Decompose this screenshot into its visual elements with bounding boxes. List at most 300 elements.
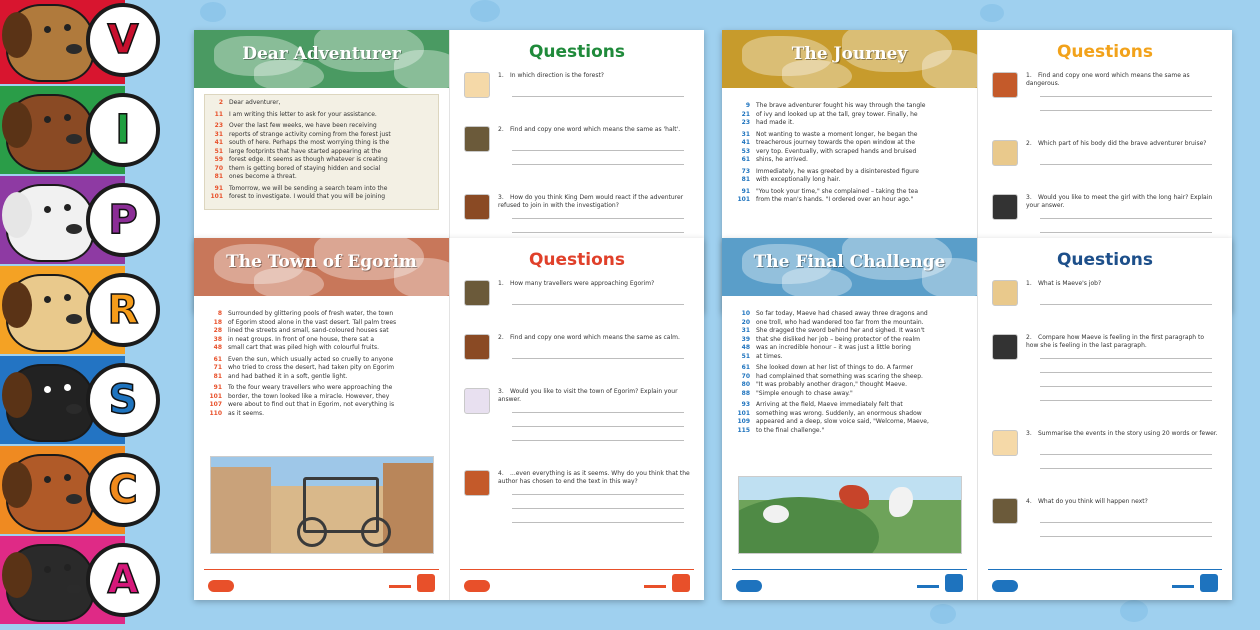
answer-line[interactable] — [512, 494, 684, 495]
answer-line[interactable] — [1040, 304, 1212, 305]
word-count-number: 31 — [214, 130, 223, 138]
paw-print-decoration — [200, 2, 226, 22]
question-prompt: Find and copy one word which means the same as dangerous. — [1026, 72, 1190, 87]
word-count-number: 93 — [741, 401, 750, 408]
story-line — [732, 102, 967, 111]
answer-line[interactable] — [1040, 454, 1212, 455]
word-count-number: 10 — [741, 310, 750, 317]
question-number: 2. — [498, 126, 504, 133]
story-line-text: forest edge. It seems as though whatever is creating — [229, 156, 388, 163]
question-number: 2. — [1026, 334, 1032, 341]
story-line-text: Immediately, he was greeted by a disinterested figure — [756, 167, 919, 175]
map-texture — [254, 268, 324, 296]
dog-nose — [66, 44, 82, 54]
word-count-number: 48 — [741, 344, 750, 351]
story-line-text: She looked down at her list of things to do. A farmer — [756, 364, 913, 371]
vipers-dog-icon — [464, 388, 490, 414]
word-count-number: 41 — [214, 139, 223, 146]
story-line-text: border, the town looked like a miracle. However, they — [228, 392, 390, 400]
story-line-text: to the final challenge." — [756, 426, 825, 434]
question-prompt: ...even everything is as it seems. Why do you think that the author has chosen to end the text in this way? — [498, 470, 690, 485]
answer-line[interactable] — [1040, 468, 1212, 469]
answer-line[interactable] — [1040, 96, 1212, 97]
answer-line[interactable] — [512, 426, 684, 427]
answer-line[interactable] — [512, 358, 684, 359]
story-paragraph — [732, 401, 967, 435]
vipers-dog-icon — [992, 140, 1018, 166]
story-line-text: "You took your time," she complained – taking the tea — [756, 187, 919, 195]
story-line-text: south of here. Perhaps the most worrying thing is the — [229, 139, 390, 146]
story-paragraph — [205, 99, 438, 108]
story-line — [732, 111, 967, 120]
answer-line[interactable] — [1040, 164, 1212, 165]
story-line — [732, 353, 967, 362]
story-line — [732, 319, 967, 328]
answer-line[interactable] — [512, 412, 684, 413]
story-line — [732, 119, 967, 128]
word-count-number: 39 — [741, 335, 750, 343]
vipers-letter-badge: I — [86, 93, 160, 167]
vipers-dog-icon — [464, 126, 490, 152]
question-number: 1. — [1026, 280, 1032, 287]
story-line — [732, 131, 967, 140]
story-line-text: as it seems. — [228, 409, 265, 417]
answer-line[interactable] — [512, 522, 684, 523]
question-number: 2. — [498, 334, 504, 341]
story-line-text: in neat groups. In front of one house, there sat a — [228, 335, 375, 343]
question-text — [1026, 430, 1218, 438]
story-paragraph — [732, 188, 967, 205]
story-illustration — [210, 456, 434, 554]
vipers-dog-icon — [464, 194, 490, 220]
story-line — [205, 122, 438, 131]
story-line — [204, 373, 439, 382]
answer-line[interactable] — [1040, 536, 1212, 537]
story-line — [205, 173, 438, 182]
story-text — [204, 310, 439, 421]
story-line — [732, 390, 967, 399]
word-count-number: 91 — [741, 187, 750, 195]
word-count-number: 110 — [209, 409, 222, 417]
vipers-letter-badge: P — [86, 183, 160, 257]
story-line — [205, 99, 438, 108]
story-line — [205, 139, 438, 148]
word-count-number: 31 — [741, 130, 750, 138]
dog-eye — [64, 114, 71, 121]
questions-heading: Questions — [1056, 250, 1154, 270]
story-line — [732, 188, 967, 197]
word-count-number: 23 — [214, 122, 223, 129]
word-count-number: 53 — [741, 147, 750, 155]
story-line-text: something was wrong. Suddenly, an enormous shadow — [756, 409, 922, 417]
vipers-dog-icon — [992, 334, 1018, 360]
story-line — [732, 196, 967, 205]
answer-line[interactable] — [512, 304, 684, 305]
word-count-number: 88 — [741, 389, 750, 397]
word-count-number: 61 — [741, 156, 750, 163]
word-count-number: 28 — [213, 327, 222, 334]
story-paragraph — [205, 111, 438, 120]
question-text — [1026, 194, 1218, 210]
answer-line[interactable] — [512, 440, 684, 441]
word-count-number: 8 — [217, 310, 222, 317]
dog-eye — [44, 296, 51, 303]
paw-print-decoration — [980, 4, 1004, 22]
story-line-text: small cart that was piled high with colourful fruits. — [228, 344, 379, 351]
question-text — [1026, 280, 1218, 288]
word-count-number: 51 — [214, 147, 223, 155]
story-paragraph — [732, 310, 967, 361]
answer-line[interactable] — [1040, 358, 1212, 359]
answer-line[interactable] — [512, 218, 684, 219]
story-line-text: at times. — [756, 352, 783, 360]
vipers-letter-badge: V — [86, 3, 160, 77]
story-line — [732, 156, 967, 165]
story-paragraph — [204, 310, 439, 353]
dog-ear — [2, 12, 32, 58]
question-text — [1026, 334, 1218, 350]
dog-ear — [2, 192, 32, 238]
brand-badge-icon — [417, 574, 435, 592]
title-banner — [722, 30, 977, 88]
question-prompt: Would you like to visit the town of Egorim? Explain your answer. — [498, 388, 678, 403]
story-line-text: very top. Eventually, with scraped hands and bruised — [756, 147, 917, 155]
story-line — [732, 148, 967, 157]
worksheet-page[interactable] — [722, 238, 1232, 600]
building-shape — [211, 467, 271, 553]
question-text — [1026, 72, 1218, 88]
story-paragraph — [732, 131, 967, 165]
story-line — [732, 381, 967, 390]
footer-mark — [389, 585, 411, 588]
answer-line[interactable] — [512, 96, 684, 97]
story-line — [732, 418, 967, 427]
story-text — [732, 310, 967, 438]
answer-line[interactable] — [512, 232, 684, 233]
dog-ear — [2, 372, 32, 418]
page-footer — [978, 574, 1232, 592]
footer-rule — [732, 569, 967, 570]
story-line-text: appeared and a deep, slow voice said, "Welcome, Maeve, — [756, 418, 929, 425]
dog-nose — [66, 134, 82, 144]
story-line — [204, 310, 439, 319]
question-text — [498, 470, 690, 486]
story-line — [732, 139, 967, 148]
wheel-shape — [297, 517, 327, 547]
questions-heading: Questions — [528, 250, 626, 270]
sheet-title: The Town of Egorim — [226, 252, 417, 272]
dog-nose — [66, 224, 82, 234]
story-paragraph — [204, 356, 439, 382]
question-text — [498, 280, 690, 288]
question-number: 4. — [1026, 498, 1032, 505]
word-count-number: 61 — [213, 355, 222, 363]
word-count-number: 70 — [214, 164, 223, 172]
story-line-text: lined the streets and small, sand-coloured houses sat — [228, 327, 389, 334]
brand-badge-icon — [945, 574, 963, 592]
questions-panel — [977, 238, 1232, 600]
answer-line[interactable] — [512, 164, 684, 165]
story-line-text: of Egorim stood alone in the vast desert. Tall palm trees — [228, 318, 397, 326]
dog-nose — [66, 584, 82, 594]
dog-eye — [44, 566, 51, 573]
footer-mark — [917, 585, 939, 588]
brand-logo-icon — [736, 580, 762, 592]
story-paragraph — [205, 185, 438, 202]
wheel-shape — [361, 517, 391, 547]
story-line-text: Surrounded by glittering pools of fresh water, the town — [228, 310, 394, 317]
story-line — [732, 176, 967, 185]
story-line-text: To the four weary travellers who were approaching the — [228, 384, 393, 391]
dog-eye — [64, 294, 71, 301]
answer-line[interactable] — [1040, 386, 1212, 387]
answer-line[interactable] — [1040, 372, 1212, 373]
question-text — [1026, 140, 1218, 148]
building-shape — [383, 463, 433, 553]
word-count-number: 101 — [737, 409, 750, 417]
title-banner — [722, 238, 977, 296]
dog-illustration — [6, 544, 94, 622]
dog-eye — [64, 564, 71, 571]
dog-nose — [66, 314, 82, 324]
question-number: 1. — [1026, 72, 1032, 79]
story-illustration — [738, 476, 962, 554]
story-line — [204, 364, 439, 373]
word-count-number: 31 — [741, 327, 750, 334]
story-line-text: Over the last few weeks, we have been receiving — [229, 122, 377, 129]
story-line-text: had made it. — [756, 119, 795, 126]
brand-logo-icon — [208, 580, 234, 592]
story-line — [732, 364, 967, 373]
question-text — [498, 388, 690, 404]
story-line — [204, 344, 439, 353]
answer-line[interactable] — [1040, 400, 1212, 401]
dog-illustration — [6, 94, 94, 172]
story-line — [205, 156, 438, 165]
story-line — [204, 393, 439, 402]
question-number: 1. — [498, 280, 504, 287]
sheet-title: The Final Challenge — [753, 252, 946, 272]
footer-mark — [1172, 585, 1194, 588]
story-line-text: that she disliked her job – being protector of the realm — [756, 335, 920, 343]
word-count-number: 81 — [741, 176, 750, 183]
story-line-text: one troll, who had wandered too far from the mountain. — [756, 318, 924, 326]
dog-ear — [2, 102, 32, 148]
question-prompt: What do you think will happen next? — [1038, 498, 1148, 505]
vipers-dog-icon — [464, 470, 490, 496]
story-line-text: The brave adventurer fought his way through the tangle — [756, 102, 926, 109]
story-line — [205, 148, 438, 157]
story-line — [732, 401, 967, 410]
word-count-number: 91 — [214, 184, 223, 192]
story-paragraph — [732, 102, 967, 128]
title-banner — [194, 238, 449, 296]
word-count-number: 71 — [213, 364, 222, 371]
dog-eye — [44, 476, 51, 483]
story-line — [205, 131, 438, 140]
word-count-number: 91 — [213, 384, 222, 391]
reading-text-panel — [194, 238, 449, 600]
question-prompt: What is Maeve's job? — [1038, 280, 1102, 287]
word-count-number: 38 — [213, 335, 222, 343]
page-footer — [194, 574, 449, 592]
story-line — [204, 410, 439, 419]
word-count-number: 9 — [745, 102, 750, 109]
sheet-title: The Journey — [791, 44, 908, 64]
story-line — [732, 327, 967, 336]
dog-eye — [64, 24, 71, 31]
dog-eye — [44, 386, 51, 393]
word-count-number: 81 — [214, 173, 223, 180]
vipers-dog-icon — [992, 280, 1018, 306]
vipers-letter-badge: A — [86, 543, 160, 617]
word-count-number: 2 — [218, 99, 223, 106]
story-paragraph — [204, 384, 439, 418]
story-text — [732, 102, 967, 208]
page-footer — [722, 574, 977, 592]
question-prompt: Which part of his body did the brave adventurer bruise? — [1038, 140, 1207, 147]
question-text — [498, 194, 690, 210]
story-line-text: Dear adventurer, — [229, 99, 281, 106]
paw-print-decoration — [470, 0, 500, 22]
vipers-letter-badge: S — [86, 363, 160, 437]
word-count-number: 81 — [213, 372, 222, 380]
story-line — [204, 401, 439, 410]
vipers-dog-icon — [992, 194, 1018, 220]
dog-illustration — [6, 184, 94, 262]
dog-ear — [2, 552, 32, 598]
dog-eye — [64, 204, 71, 211]
questions-heading: Questions — [528, 42, 626, 62]
word-count-number: 73 — [741, 167, 750, 175]
brand-badge-icon — [672, 574, 690, 592]
dog-eye — [44, 26, 51, 33]
story-line — [732, 344, 967, 353]
question-prompt: Summarise the events in the story using 20 words or fewer. — [1038, 430, 1218, 437]
story-paragraph — [732, 364, 967, 398]
vipers-dog-icon — [992, 72, 1018, 98]
story-line-text: with exceptionally long hair. — [756, 176, 841, 183]
story-line — [732, 168, 967, 177]
question-number: 3. — [1026, 430, 1032, 437]
question-prompt: In which direction is the forest? — [510, 72, 604, 79]
dragon-shape — [889, 487, 913, 517]
story-line-text: from the man's hands. "I ordered over an hour ago." — [756, 196, 914, 203]
word-count-number: 20 — [741, 318, 750, 326]
story-paragraph — [205, 122, 438, 182]
story-line — [204, 356, 439, 365]
dog-eye — [44, 116, 51, 123]
question-text — [498, 126, 690, 134]
question-prompt: How do you think King Dem would react if the adventurer refused to join in with the investigation? — [498, 194, 684, 209]
map-texture — [254, 60, 324, 88]
dog-illustration — [6, 454, 94, 532]
word-count-number: 51 — [741, 352, 750, 360]
footer-rule — [204, 569, 439, 570]
questions-panel — [449, 238, 704, 600]
story-line — [205, 111, 438, 120]
vipers-dog-icon — [992, 430, 1018, 456]
brand-logo-icon — [464, 580, 490, 592]
story-paragraph — [732, 168, 967, 185]
vipers-dog-icon — [464, 280, 490, 306]
answer-line[interactable] — [1040, 218, 1212, 219]
question-number: 3. — [498, 194, 504, 201]
story-line-text: shins, he arrived. — [756, 156, 808, 163]
word-count-number: 61 — [741, 364, 750, 371]
story-line-text: who tried to cross the desert, had taken pity on Egorim — [228, 364, 395, 371]
sheet-title: Dear Adventurer — [242, 44, 401, 64]
story-line — [204, 319, 439, 328]
footer-mark — [644, 585, 666, 588]
story-line — [732, 336, 967, 345]
vipers-dog-icon — [992, 498, 1018, 524]
map-texture — [782, 268, 852, 296]
story-line — [732, 310, 967, 319]
reading-text-panel — [722, 238, 977, 600]
story-line — [732, 410, 967, 419]
story-line-text: were about to find out that in Egorim, not everything is — [228, 401, 395, 408]
story-line-text: of ivy and looked up at the tall, grey tower. Finally, he — [756, 110, 918, 118]
story-line-text: So far today, Maeve had chased away three dragons and — [756, 310, 928, 317]
dog-nose — [66, 404, 82, 414]
word-count-number: 18 — [213, 318, 222, 326]
question-number: 1. — [498, 72, 504, 79]
dog-eye — [44, 206, 51, 213]
question-number: 2. — [1026, 140, 1032, 147]
story-line — [205, 193, 438, 202]
story-line-text: "It was probably another dragon," thought Maeve. — [756, 381, 908, 388]
story-line — [204, 384, 439, 393]
question-text — [498, 72, 690, 80]
story-line-text: reports of strange activity coming from the forest just — [229, 130, 391, 138]
dog-nose — [66, 494, 82, 504]
worksheet-page[interactable] — [194, 238, 704, 600]
story-line — [732, 373, 967, 382]
word-count-number: 101 — [209, 392, 222, 400]
question-text — [498, 334, 690, 342]
story-line-text: treacherous journey towards the open window at the — [756, 139, 916, 146]
story-line-text: She dragged the sword behind her and sighed. It wasn't — [756, 327, 925, 334]
word-count-number: 59 — [214, 156, 223, 163]
answer-line[interactable] — [1040, 110, 1212, 111]
answer-line[interactable] — [512, 150, 684, 151]
question-text — [1026, 498, 1218, 506]
dog-eye — [64, 384, 71, 391]
story-line — [732, 427, 967, 436]
page-footer — [450, 574, 704, 592]
map-texture — [782, 60, 852, 88]
answer-line[interactable] — [1040, 522, 1212, 523]
word-count-number: 109 — [737, 418, 750, 425]
sheep-shape — [763, 505, 789, 523]
answer-line[interactable] — [512, 508, 684, 509]
brand-logo-icon — [992, 580, 1018, 592]
word-count-number: 115 — [737, 426, 750, 434]
dog-illustration — [6, 4, 94, 82]
story-line-text: Tomorrow, we will be sending a search team into the — [229, 184, 388, 192]
footer-rule — [988, 569, 1222, 570]
story-line — [204, 336, 439, 345]
answer-line[interactable] — [1040, 232, 1212, 233]
vipers-letter-badge: R — [86, 273, 160, 347]
word-count-number: 23 — [741, 119, 750, 126]
title-banner — [194, 30, 449, 88]
story-line-text: had complained that something was scaring the sheep. — [756, 372, 923, 380]
story-line-text: I am writing this letter to ask for your assistance. — [229, 110, 377, 118]
story-text — [204, 94, 439, 210]
question-prompt: Find and copy one word which means the same as 'halt'. — [510, 126, 681, 133]
